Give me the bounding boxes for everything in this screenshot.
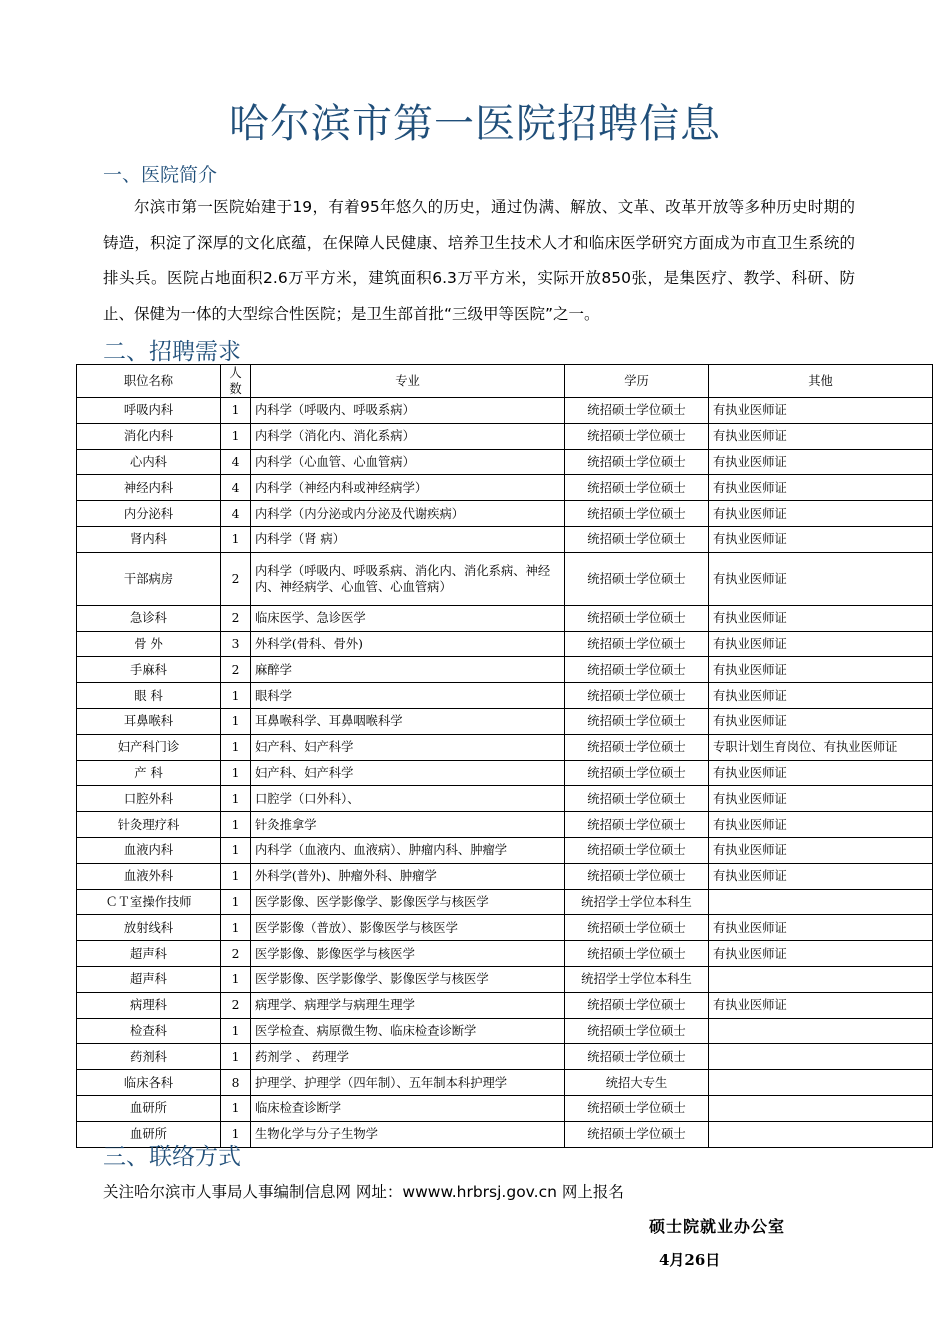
table-row — [77, 941, 933, 967]
cell-position: ＣＴ室操作技师 — [77, 889, 221, 915]
cell-education: 统招硕士学位硕士 — [565, 760, 709, 786]
cell-position: 干部病房 — [77, 552, 221, 605]
cell-other: 有执业医师证 — [709, 812, 933, 838]
table-row — [77, 605, 933, 631]
cell-position: 超声科 — [77, 966, 221, 992]
cell-count: 1 — [221, 683, 251, 709]
cell-major: 内科学（内分泌或内分泌及代谢疾病） — [251, 501, 565, 527]
cell-major: 临床检查诊断学 — [251, 1095, 565, 1121]
header-other: 其他 — [709, 365, 933, 398]
cell-position: 妇产科门诊 — [77, 734, 221, 760]
section-heading-contact: 三、联络方式 — [103, 1144, 241, 1170]
cell-position: 急诊科 — [77, 605, 221, 631]
cell-other — [709, 1070, 933, 1096]
cell-education: 统招硕士学位硕士 — [565, 398, 709, 424]
cell-position: 呼吸内科 — [77, 398, 221, 424]
cell-count: 1 — [221, 1044, 251, 1070]
cell-position: 口腔外科 — [77, 786, 221, 812]
cell-other — [709, 1121, 933, 1147]
cell-position: 血研所 — [77, 1095, 221, 1121]
cell-education: 统招硕士学位硕士 — [565, 683, 709, 709]
table-row — [77, 889, 933, 915]
cell-count: 8 — [221, 1070, 251, 1096]
cell-education: 统招硕士学位硕士 — [565, 449, 709, 475]
cell-position: 产 科 — [77, 760, 221, 786]
cell-other: 专职计划生育岗位、有执业医师证 — [709, 734, 933, 760]
cell-major: 内科学（呼吸内、呼吸系病、消化内、消化系病、神经内、神经病学、心血管、心血管病） — [251, 552, 565, 605]
cell-position: 血液内科 — [77, 837, 221, 863]
cell-major: 生物化学与分子生物学 — [251, 1121, 565, 1147]
cell-other: 有执业医师证 — [709, 941, 933, 967]
table-row — [77, 915, 933, 941]
table-row — [77, 786, 933, 812]
table-row — [77, 708, 933, 734]
cell-major: 耳鼻喉科学、耳鼻咽喉科学 — [251, 708, 565, 734]
cell-other: 有执业医师证 — [709, 605, 933, 631]
cell-other: 有执业医师证 — [709, 552, 933, 605]
cell-major: 医学影像、影像医学与核医学 — [251, 941, 565, 967]
signature: 硕士院就业办公室 — [649, 1217, 786, 1236]
table-row — [77, 760, 933, 786]
cell-count: 2 — [221, 552, 251, 605]
cell-major: 内科学（血液内、血液病）、肿瘤内科、肿瘤学 — [251, 837, 565, 863]
cell-education: 统招大专生 — [565, 1070, 709, 1096]
cell-major: 病理学、病理学与病理生理学 — [251, 992, 565, 1018]
cell-count: 2 — [221, 992, 251, 1018]
cell-major: 内科学（心血管、心血管病） — [251, 449, 565, 475]
cell-other: 有执业医师证 — [709, 657, 933, 683]
table-row — [77, 526, 933, 552]
table-row — [77, 734, 933, 760]
cell-position: 检查科 — [77, 1018, 221, 1044]
table-row — [77, 398, 933, 424]
table-row — [77, 423, 933, 449]
table-row — [77, 552, 933, 605]
cell-other: 有执业医师证 — [709, 786, 933, 812]
cell-count: 1 — [221, 889, 251, 915]
cell-education: 统招硕士学位硕士 — [565, 475, 709, 501]
cell-position: 内分泌科 — [77, 501, 221, 527]
cell-position: 血液外科 — [77, 863, 221, 889]
recruitment-table — [76, 364, 933, 1148]
cell-education: 统招硕士学位硕士 — [565, 734, 709, 760]
table-body — [77, 398, 933, 1148]
cell-count: 1 — [221, 915, 251, 941]
cell-count: 4 — [221, 501, 251, 527]
cell-count: 1 — [221, 1018, 251, 1044]
cell-other: 有执业医师证 — [709, 501, 933, 527]
cell-education: 统招硕士学位硕士 — [565, 837, 709, 863]
cell-major: 护理学、护理学（四年制）、五年制本科护理学 — [251, 1070, 565, 1096]
cell-count: 1 — [221, 398, 251, 424]
cell-education: 统招硕士学位硕士 — [565, 786, 709, 812]
cell-count: 1 — [221, 734, 251, 760]
cell-major: 内科学（肾 病） — [251, 526, 565, 552]
cell-education: 统招硕士学位硕士 — [565, 992, 709, 1018]
cell-other — [709, 889, 933, 915]
header-position: 职位名称 — [77, 365, 221, 398]
cell-education: 统招硕士学位硕士 — [565, 1095, 709, 1121]
cell-other: 有执业医师证 — [709, 915, 933, 941]
cell-education: 统招硕士学位硕士 — [565, 915, 709, 941]
table-row — [77, 1044, 933, 1070]
cell-other: 有执业医师证 — [709, 398, 933, 424]
cell-major: 医学影像、医学影像学、影像医学与核医学 — [251, 966, 565, 992]
cell-count: 1 — [221, 423, 251, 449]
cell-other: 有执业医师证 — [709, 863, 933, 889]
cell-count: 3 — [221, 631, 251, 657]
cell-education: 统招硕士学位硕士 — [565, 708, 709, 734]
cell-education: 统招硕士学位硕士 — [565, 605, 709, 631]
cell-education: 统招硕士学位硕士 — [565, 657, 709, 683]
cell-other: 有执业医师证 — [709, 526, 933, 552]
cell-count: 2 — [221, 605, 251, 631]
cell-other: 有执业医师证 — [709, 992, 933, 1018]
cell-other: 有执业医师证 — [709, 631, 933, 657]
cell-major: 临床医学、急诊医学 — [251, 605, 565, 631]
cell-position: 神经内科 — [77, 475, 221, 501]
contact-line: 关注哈尔滨市人事局人事编制信息网 网址：wwww.hrbrsj.gov.cn 网上报名 — [103, 1183, 624, 1201]
cell-major: 妇产科、妇产科学 — [251, 734, 565, 760]
cell-major: 医学影像、医学影像学、影像医学与核医学 — [251, 889, 565, 915]
cell-other: 有执业医师证 — [709, 683, 933, 709]
cell-education: 统招硕士学位硕士 — [565, 501, 709, 527]
cell-position: 超声科 — [77, 941, 221, 967]
cell-other: 有执业医师证 — [709, 449, 933, 475]
cell-position: 肾内科 — [77, 526, 221, 552]
date: 4月26日 — [659, 1251, 721, 1269]
cell-other: 有执业医师证 — [709, 475, 933, 501]
cell-count: 1 — [221, 760, 251, 786]
cell-major: 外科学(普外)、肿瘤外科、肿瘤学 — [251, 863, 565, 889]
table-row — [77, 1018, 933, 1044]
cell-major: 内科学（神经内科或神经病学） — [251, 475, 565, 501]
cell-education: 统招学士学位本科生 — [565, 889, 709, 915]
cell-major: 医学影像（普放）、影像医学与核医学 — [251, 915, 565, 941]
cell-count: 1 — [221, 966, 251, 992]
cell-other: 有执业医师证 — [709, 837, 933, 863]
cell-other — [709, 1044, 933, 1070]
cell-position: 手麻科 — [77, 657, 221, 683]
cell-position: 临床各科 — [77, 1070, 221, 1096]
table-row — [77, 966, 933, 992]
cell-major: 医学检查、病原微生物、临床检查诊断学 — [251, 1018, 565, 1044]
cell-major: 口腔学（口外科）、 — [251, 786, 565, 812]
table-row — [77, 683, 933, 709]
cell-education: 统招硕士学位硕士 — [565, 1121, 709, 1147]
page-title: 哈尔滨市第一医院招聘信息 — [229, 101, 721, 147]
cell-position: 放射线科 — [77, 915, 221, 941]
cell-count: 4 — [221, 449, 251, 475]
cell-other — [709, 966, 933, 992]
cell-count: 1 — [221, 786, 251, 812]
cell-major: 针灸推拿学 — [251, 812, 565, 838]
table-row — [77, 501, 933, 527]
cell-position: 骨 外 — [77, 631, 221, 657]
cell-other: 有执业医师证 — [709, 760, 933, 786]
cell-major: 药剂学 、 药理学 — [251, 1044, 565, 1070]
cell-major: 内科学（消化内、消化系病） — [251, 423, 565, 449]
cell-count: 1 — [221, 812, 251, 838]
table-row — [77, 657, 933, 683]
cell-education: 统招硕士学位硕士 — [565, 812, 709, 838]
cell-education: 统招硕士学位硕士 — [565, 1044, 709, 1070]
cell-position: 药剂科 — [77, 1044, 221, 1070]
table-row — [77, 812, 933, 838]
cell-count: 1 — [221, 863, 251, 889]
table-row — [77, 992, 933, 1018]
cell-other: 有执业医师证 — [709, 708, 933, 734]
header-major: 专业 — [251, 365, 565, 398]
table-header-row — [77, 365, 933, 398]
cell-other — [709, 1095, 933, 1121]
intro-paragraph: 尔滨市第一医院始建于19，有着95年悠久的历史，通过伪满、解放、文革、改革开放等多种历史时期的铸造，积淀了深厚的文化底蕴，在保障人民健康、培养卫生技术人才和临床医学研究方面成为市直卫生系统的排头兵。医院占地面积2.6万平方米，建筑面积6.3万平方米，实际开放850张，是集医疗、教学、科研、防止、保健为一体的大型综合性医院；是卫生部首批“三级甲等医院”之一。 — [103, 198, 855, 323]
header-count: 人数 — [221, 365, 251, 398]
cell-count: 1 — [221, 1095, 251, 1121]
table-row — [77, 631, 933, 657]
header-education: 学历 — [565, 365, 709, 398]
cell-education: 统招硕士学位硕士 — [565, 423, 709, 449]
cell-count: 1 — [221, 1121, 251, 1147]
section-heading-recruitment: 二、招聘需求 — [103, 339, 241, 365]
cell-count: 2 — [221, 657, 251, 683]
cell-position: 消化内科 — [77, 423, 221, 449]
cell-major: 眼科学 — [251, 683, 565, 709]
table-row — [77, 449, 933, 475]
cell-position: 血研所 — [77, 1121, 221, 1147]
cell-position: 心内科 — [77, 449, 221, 475]
cell-major: 内科学（呼吸内、呼吸系病） — [251, 398, 565, 424]
cell-count: 1 — [221, 708, 251, 734]
cell-position: 眼 科 — [77, 683, 221, 709]
cell-count: 1 — [221, 526, 251, 552]
cell-education: 统招硕士学位硕士 — [565, 526, 709, 552]
cell-major: 麻醉学 — [251, 657, 565, 683]
cell-education: 统招硕士学位硕士 — [565, 1018, 709, 1044]
table-row — [77, 475, 933, 501]
cell-education: 统招硕士学位硕士 — [565, 552, 709, 605]
cell-education: 统招硕士学位硕士 — [565, 631, 709, 657]
cell-education: 统招硕士学位硕士 — [565, 863, 709, 889]
cell-major: 妇产科、妇产科学 — [251, 760, 565, 786]
cell-count: 4 — [221, 475, 251, 501]
cell-count: 1 — [221, 837, 251, 863]
cell-education: 统招硕士学位硕士 — [565, 941, 709, 967]
table-row — [77, 837, 933, 863]
cell-position: 病理科 — [77, 992, 221, 1018]
table-row — [77, 863, 933, 889]
table-row — [77, 1095, 933, 1121]
cell-other: 有执业医师证 — [709, 423, 933, 449]
cell-position: 针灸理疗科 — [77, 812, 221, 838]
cell-education: 统招学士学位本科生 — [565, 966, 709, 992]
cell-major: 外科学(骨科、骨外) — [251, 631, 565, 657]
cell-position: 耳鼻喉科 — [77, 708, 221, 734]
table-row — [77, 1070, 933, 1096]
section-heading-intro: 一、医院简介 — [103, 164, 218, 186]
cell-count: 2 — [221, 941, 251, 967]
cell-other — [709, 1018, 933, 1044]
